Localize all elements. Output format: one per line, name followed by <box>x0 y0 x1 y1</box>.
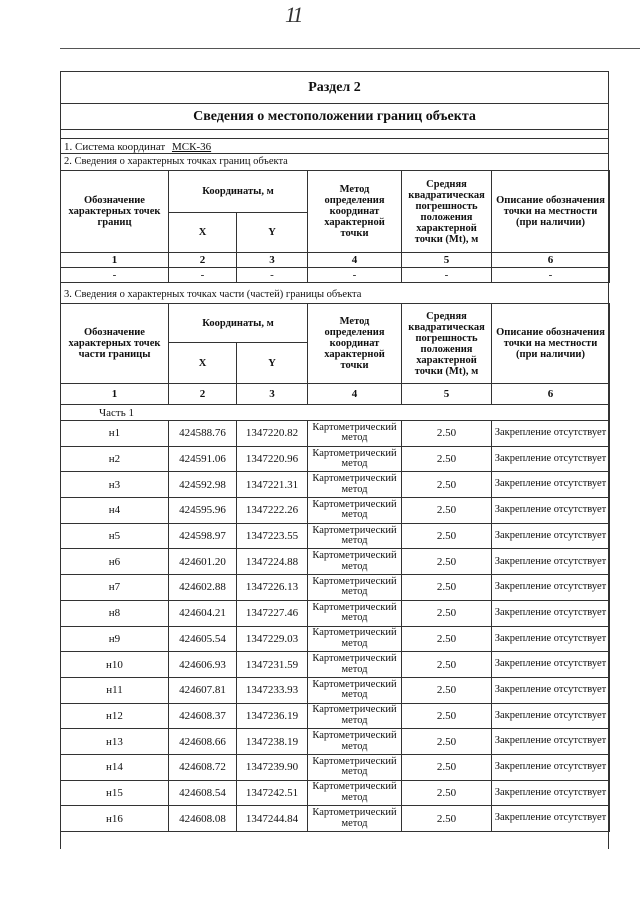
point-error-cell: 2.50 <box>402 754 492 780</box>
point-id-cell: н16 <box>61 806 169 832</box>
point-method-cell: Картометрический метод <box>308 472 402 498</box>
point-desc-cell: Закрепление отсутствует <box>492 446 610 472</box>
table3-col-number: 5 <box>402 384 492 405</box>
table2-caption: 2. Сведения о характерных точках границ объекта <box>64 156 288 167</box>
table2-header-coords: Координаты, м <box>169 171 308 213</box>
point-desc-cell: Закрепление отсутствует <box>492 652 610 678</box>
point-method-cell: Картометрический метод <box>308 652 402 678</box>
page-number: 11 <box>285 2 302 27</box>
table2-header-designation: Обозначение характерных точек границ <box>61 171 169 253</box>
point-desc-cell: Закрепление отсутствует <box>492 703 610 729</box>
point-id-cell: н5 <box>61 523 169 549</box>
point-desc-cell: Закрепление отсутствует <box>492 780 610 806</box>
boundary-points-table <box>60 170 610 283</box>
point-rows <box>61 421 610 832</box>
table3-header-y: Y <box>237 343 308 384</box>
point-y-cell: 1347222.26 <box>237 498 308 524</box>
point-error-cell: 2.50 <box>402 806 492 832</box>
table2-empty-cell: - <box>308 268 402 283</box>
point-desc-cell: Закрепление отсутствует <box>492 729 610 755</box>
table-row <box>61 677 610 703</box>
table-row <box>61 780 610 806</box>
point-id-cell: н12 <box>61 703 169 729</box>
table3-col-number: 3 <box>237 384 308 405</box>
point-x-cell: 424595.96 <box>169 498 237 524</box>
table-row <box>61 703 610 729</box>
point-error-cell: 2.50 <box>402 626 492 652</box>
point-desc-cell: Закрепление отсутствует <box>492 626 610 652</box>
point-error-cell: 2.50 <box>402 498 492 524</box>
point-desc-cell: Закрепление отсутствует <box>492 472 610 498</box>
point-y-cell: 1347223.55 <box>237 523 308 549</box>
coordinate-system-line <box>60 138 609 154</box>
point-desc-cell: Закрепление отсутствует <box>492 498 610 524</box>
point-x-cell: 424591.06 <box>169 446 237 472</box>
point-method-cell: Картометрический метод <box>308 729 402 755</box>
point-y-cell: 1347220.82 <box>237 421 308 447</box>
table3-header-row <box>61 304 610 343</box>
table-row <box>61 754 610 780</box>
table2-empty-cell: - <box>237 268 308 283</box>
table-row <box>61 806 610 832</box>
point-error-cell: 2.50 <box>402 446 492 472</box>
table-row <box>61 523 610 549</box>
point-x-cell: 424588.76 <box>169 421 237 447</box>
table3-number-row <box>61 384 610 405</box>
point-id-cell: н11 <box>61 677 169 703</box>
table-row <box>61 626 610 652</box>
table-row <box>61 498 610 524</box>
table2-empty-cell: - <box>492 268 610 283</box>
point-x-cell: 424608.37 <box>169 703 237 729</box>
point-method-cell: Картометрический метод <box>308 421 402 447</box>
point-x-cell: 424608.54 <box>169 780 237 806</box>
point-y-cell: 1347242.51 <box>237 780 308 806</box>
point-id-cell: н15 <box>61 780 169 806</box>
top-rule <box>60 48 640 49</box>
point-desc-cell: Закрепление отсутствует <box>492 754 610 780</box>
point-error-cell: 2.50 <box>402 729 492 755</box>
point-method-cell: Картометрический метод <box>308 549 402 575</box>
table-row <box>61 575 610 601</box>
coordinate-system-label: 1. Система координат <box>64 141 166 153</box>
point-y-cell: 1347244.84 <box>237 806 308 832</box>
table-row <box>61 472 610 498</box>
point-desc-cell: Закрепление отсутствует <box>492 421 610 447</box>
section-title: Раздел 2 <box>60 71 609 104</box>
point-method-cell: Картометрический метод <box>308 600 402 626</box>
part-boundary-points-table <box>60 303 610 832</box>
point-error-cell: 2.50 <box>402 600 492 626</box>
point-id-cell: н14 <box>61 754 169 780</box>
point-x-cell: 424592.98 <box>169 472 237 498</box>
point-method-cell: Картометрический метод <box>308 523 402 549</box>
point-error-cell: 2.50 <box>402 780 492 806</box>
point-id-cell: н6 <box>61 549 169 575</box>
table2-col-number: 2 <box>169 253 237 268</box>
table3-header-x: X <box>169 343 237 384</box>
table2-col-number: 6 <box>492 253 610 268</box>
point-desc-cell: Закрепление отсутствует <box>492 523 610 549</box>
table-row <box>61 446 610 472</box>
point-x-cell: 424607.81 <box>169 677 237 703</box>
part-label: Часть 1 <box>61 405 610 421</box>
point-method-cell: Картометрический метод <box>308 446 402 472</box>
table2-col-number: 1 <box>61 253 169 268</box>
point-id-cell: н9 <box>61 626 169 652</box>
table2-header-desc: Описание обозначения точки на местности (при наличии) <box>492 171 610 253</box>
point-id-cell: н1 <box>61 421 169 447</box>
table3-caption: 3. Сведения о характерных точках части (частей) границы объекта <box>64 289 362 300</box>
point-error-cell: 2.50 <box>402 523 492 549</box>
table3-header-designation: Обозначение характерных точек части границы <box>61 304 169 384</box>
point-error-cell: 2.50 <box>402 703 492 729</box>
point-y-cell: 1347231.59 <box>237 652 308 678</box>
point-id-cell: н13 <box>61 729 169 755</box>
table2-empty-cell: - <box>61 268 169 283</box>
table-row <box>61 549 610 575</box>
point-id-cell: н8 <box>61 600 169 626</box>
table2-header-x: X <box>169 213 237 253</box>
table2-header-y: Y <box>237 213 308 253</box>
point-desc-cell: Закрепление отсутствует <box>492 600 610 626</box>
point-y-cell: 1347236.19 <box>237 703 308 729</box>
point-error-cell: 2.50 <box>402 549 492 575</box>
point-id-cell: н2 <box>61 446 169 472</box>
point-method-cell: Картометрический метод <box>308 626 402 652</box>
table2-header-error: Средняя квадратическая погрешность положения характерной точки (Mt), м <box>402 171 492 253</box>
point-y-cell: 1347221.31 <box>237 472 308 498</box>
table2-number-row <box>61 253 610 268</box>
point-y-cell: 1347238.19 <box>237 729 308 755</box>
point-y-cell: 1347224.88 <box>237 549 308 575</box>
point-desc-cell: Закрепление отсутствует <box>492 677 610 703</box>
table-row <box>61 600 610 626</box>
point-y-cell: 1347239.90 <box>237 754 308 780</box>
point-id-cell: н3 <box>61 472 169 498</box>
point-y-cell: 1347227.46 <box>237 600 308 626</box>
table-row <box>61 652 610 678</box>
point-x-cell: 424606.93 <box>169 652 237 678</box>
coordinate-system-value: МСК-36 <box>171 141 212 153</box>
point-y-cell: 1347226.13 <box>237 575 308 601</box>
table3-col-number: 4 <box>308 384 402 405</box>
point-x-cell: 424604.21 <box>169 600 237 626</box>
point-method-cell: Картометрический метод <box>308 703 402 729</box>
table-row <box>61 421 610 447</box>
point-y-cell: 1347233.93 <box>237 677 308 703</box>
table2-col-number: 5 <box>402 253 492 268</box>
table3-header-coords: Координаты, м <box>169 304 308 343</box>
table-row <box>61 729 610 755</box>
point-error-cell: 2.50 <box>402 652 492 678</box>
point-method-cell: Картометрический метод <box>308 498 402 524</box>
table2-empty-row <box>61 268 610 283</box>
point-method-cell: Картометрический метод <box>308 754 402 780</box>
point-x-cell: 424601.20 <box>169 549 237 575</box>
table3-part-row <box>61 405 610 421</box>
table2-header-method: Метод определения координат характерной точки <box>308 171 402 253</box>
table3-header-error: Средняя квадратическая погрешность положения характерной точки (Mt), м <box>402 304 492 384</box>
point-error-cell: 2.50 <box>402 421 492 447</box>
table2-empty-cell: - <box>402 268 492 283</box>
point-x-cell: 424602.88 <box>169 575 237 601</box>
section-subtitle: Сведения о местоположении границ объекта <box>60 104 609 130</box>
point-error-cell: 2.50 <box>402 575 492 601</box>
table3-col-number: 6 <box>492 384 610 405</box>
table2-col-number: 3 <box>237 253 308 268</box>
point-x-cell: 424598.97 <box>169 523 237 549</box>
point-y-cell: 1347220.96 <box>237 446 308 472</box>
point-id-cell: н7 <box>61 575 169 601</box>
point-y-cell: 1347229.03 <box>237 626 308 652</box>
point-method-cell: Картометрический метод <box>308 575 402 601</box>
table2-empty-cell: - <box>169 268 237 283</box>
point-desc-cell: Закрепление отсутствует <box>492 575 610 601</box>
table3-header-method: Метод определения координат характерной точки <box>308 304 402 384</box>
point-x-cell: 424608.72 <box>169 754 237 780</box>
point-method-cell: Картометрический метод <box>308 806 402 832</box>
table3-col-number: 1 <box>61 384 169 405</box>
point-x-cell: 424608.08 <box>169 806 237 832</box>
point-method-cell: Картометрический метод <box>308 780 402 806</box>
point-x-cell: 424608.66 <box>169 729 237 755</box>
point-desc-cell: Закрепление отсутствует <box>492 806 610 832</box>
point-id-cell: н4 <box>61 498 169 524</box>
point-error-cell: 2.50 <box>402 472 492 498</box>
table2-col-number: 4 <box>308 253 402 268</box>
table3-col-number: 2 <box>169 384 237 405</box>
table3-header-desc: Описание обозначения точки на местности (при наличии) <box>492 304 610 384</box>
point-error-cell: 2.50 <box>402 677 492 703</box>
point-id-cell: н10 <box>61 652 169 678</box>
point-x-cell: 424605.54 <box>169 626 237 652</box>
point-method-cell: Картометрический метод <box>308 677 402 703</box>
point-desc-cell: Закрепление отсутствует <box>492 549 610 575</box>
table2-header-row <box>61 171 610 213</box>
